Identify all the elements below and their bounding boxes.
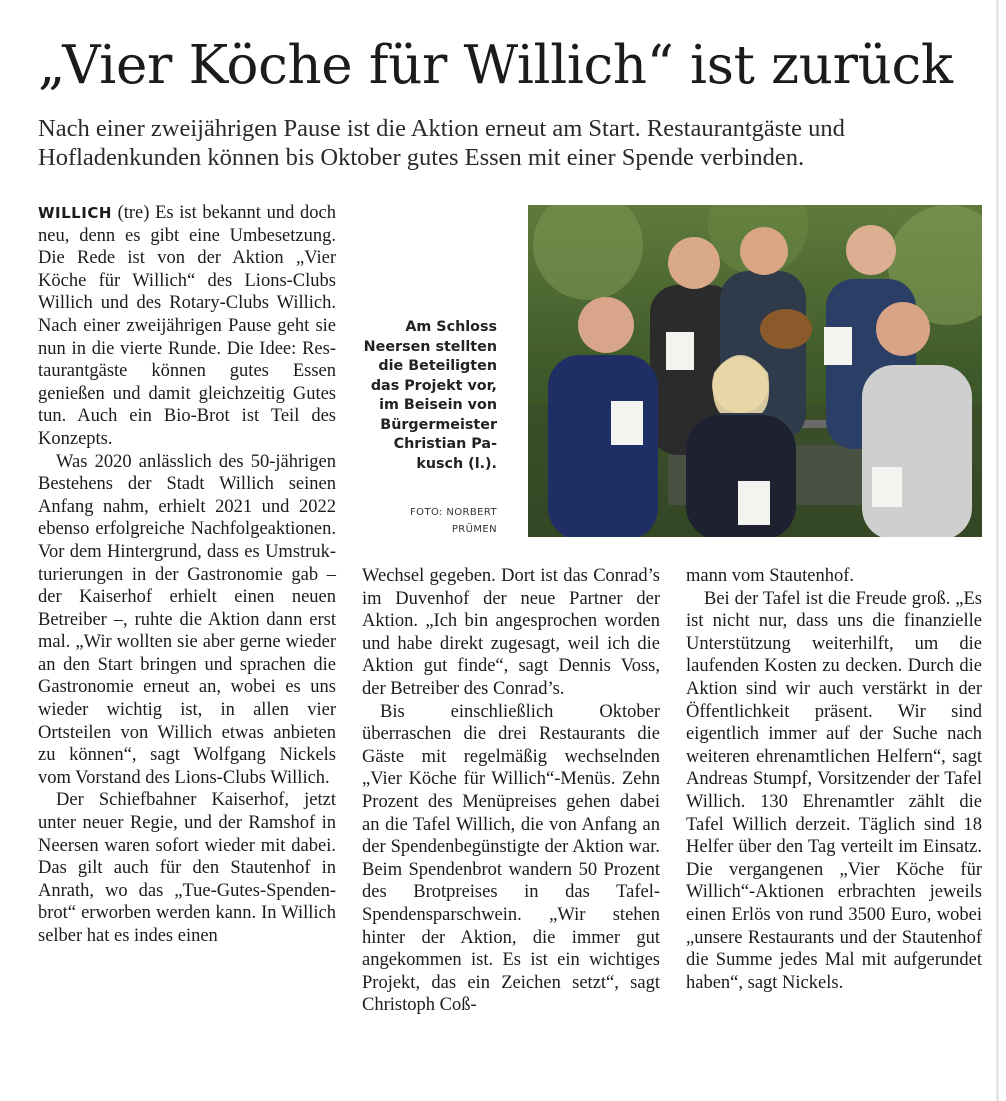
photo-caption: Am Schloss Neersen stellten die Beteiligten das Projekt vor, im Beisein von Bürgermeister Christian Pakusch (l.).	[363, 319, 497, 472]
photo-credit: FOTO: NORBERT PRÜMEN	[410, 507, 497, 535]
paragraph	[38, 202, 336, 451]
paragraph: Bis einschließlich Oktober überraschen die drei Restaurants die Gäste mit regelmäßig wechselnden „Vier Köche für Willich“-Menüs. Zehn Prozent des Menüpreises gehen dabei an die Tafel Willich, die von Anfang an der Spendenbegünstigte der Aktion war. Beim Spendenbrot wandern 50 Prozent des Brotpreises in das Tafel-Spendensparschwein. „Wir stehen hinter der Aktion, die immer gut angekommen ist. Es ist ein wichtiges Projekt, das ein Zeichen setzt“, sagt Christoph Coß-	[362, 701, 660, 1016]
subheadline: Nach einer zweijährigen Pause ist die Aktion erneut am Start. Restaurantgäste und Hofladenkunden können bis Oktober gutes Essen mit einer Spende verbinden.	[38, 115, 845, 171]
headline: „Vier Köche für Willich“ ist zurück	[38, 35, 953, 96]
paragraph: Was 2020 anlässlich des 50-jährigen Bestehens der Stadt Willich seinen Anfang nahm, erhielt 2021 und 2022 ebenso erfolgreiche Nachfolgeaktionen. Vor dem Hintergrund, dass es Umstrukturierungen in der Gastronomie gab – der Kaiserhof erhielt einen neuen Betreiber –, ruhte die Aktion dann erst mal. „Wir wollten sie aber gerne wieder an den Start bringen und sprachen die Gastronomie erneut an, wobei es uns wieder wichtig ist, in allen vier Ortsteilen von Willich etwas anbieten zu können“, sagt Wolfgang Nickels vom Vorstand des Lions-Clubs Willich.	[38, 451, 336, 788]
article-column-3	[686, 565, 982, 994]
dateline: WILLICH	[38, 204, 112, 222]
article-column-2	[362, 565, 660, 1017]
paragraph: Bei der Tafel ist die Freude groß. „Es ist nicht nur, dass uns die finanzielle Unterstützung weiterhilft, um die laufenden Kosten zu decken. Durch die Aktion sind wir auch verstärkt in der Öffentlichkeit präsent. Wir sind eigentlich immer auf der Suche nach weiteren ehrenamtlichen Helfern“, sagt Andreas Stumpf, Vorsitzender der Tafel Willich. 130 Ehrenamtler zählt die Tafel Willich derzeit. Täglich sind 18 Helfer über den Tag verteilt im Einsatz. Die vergangenen „Vier Köche für Willich“-Aktionen erbrachten jeweils einen Erlös von rund 3500 Euro, wobei „unsere Restaurants und der Stautenhof die Summe jedes Mal mit aufgerundet haben“, sagt Nickels.	[686, 588, 982, 993]
paragraph: Wechsel gegeben. Dort ist das Conrad’s im Duvenhof der neue Partner der Aktion. „Ich bin angesprochen worden und habe direkt zugesagt, weil ich die Aktion gut finde“, sagt Dennis Voss, der Betreiber des Conrad’s.	[362, 566, 660, 699]
page-edge-divider	[996, 0, 999, 1101]
group-photo-illustration	[528, 205, 982, 537]
article-column-1	[38, 202, 336, 948]
paragraph: mann vom Stautenhof.	[686, 566, 855, 586]
paragraph-text: (tre) Es ist bekannt und doch neu, denn es gibt eine Umbesetzung. Die Rede ist von der Aktion „Vier Köche für Willich“ des Lions-Clubs Willich und des Rotary-Clubs Willich. Nach einer zweijährigen Pause geht sie nun in die vierte Runde. Die Idee: Restaurantgäste können gutes Essen genießen und damit gleichzeitig Gutes tun. Auch ein Bio-Brot ist Teil des Konzepts.	[38, 203, 336, 449]
paragraph: Der Schiefbahner Kaiserhof, jetzt unter neuer Regie, und der Ramshof in Neersen waren sofort wieder mit dabei. Das gilt auch für den Stautenhof in Anrath, wo das „Tue-Gutes-Spendenbrot“ erworben werden kann. In Willich selber hat es indes einen	[38, 790, 336, 946]
group-photo	[528, 205, 982, 537]
